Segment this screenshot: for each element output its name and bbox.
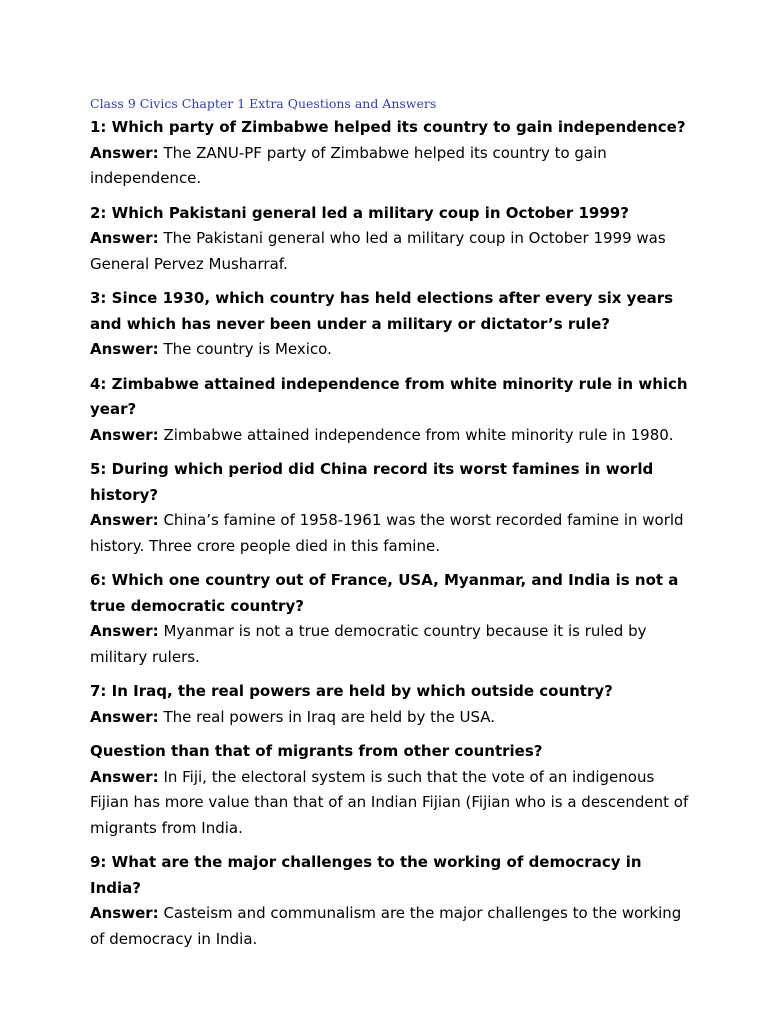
answer-paragraph: [90, 705, 690, 731]
qa-item-8: [90, 739, 690, 841]
answer-paragraph: [90, 423, 690, 449]
document-page: [90, 94, 690, 961]
qa-item-6: [90, 568, 690, 670]
answer-paragraph: [90, 765, 690, 842]
qa-item-3: [90, 286, 690, 363]
answer-label: Answer:: [90, 707, 159, 726]
answer-text: The country is Mexico.: [163, 340, 332, 358]
qa-item-2: [90, 201, 690, 278]
answer-label: Answer:: [90, 229, 159, 247]
answer-paragraph: [90, 226, 690, 277]
answer-text: Casteism and communalism are the major challenges to the working of democracy in India.: [90, 904, 682, 948]
answer-paragraph: [90, 619, 690, 670]
answer-text: Zimbabwe attained independence from white minority rule in 1980.: [163, 425, 674, 444]
answer-text: The ZANU-PF party of Zimbabwe helped its country to gain independence.: [90, 143, 607, 187]
document-title: Class 9 Civics Chapter 1 Extra Questions and Answers: [90, 96, 437, 111]
answer-text: The Pakistani general who led a military coup in October 1999 was General Pervez Musharraf.: [90, 229, 666, 273]
question-text: 7: In Iraq, the real powers are held by which outside country?: [90, 682, 613, 700]
answer-text: The real powers in Iraq are held by the USA.: [163, 707, 496, 726]
qa-item-1: [90, 115, 690, 192]
answer-label: Answer:: [90, 143, 159, 162]
answer-text: China’s famine of 1958-1961 was the worst recorded famine in world history. Three crore people died in this famine.: [90, 511, 684, 555]
qa-item-9: [90, 850, 690, 952]
qa-item-7: [90, 679, 690, 730]
answer-label: Answer:: [90, 622, 159, 640]
qa-item-5: [90, 457, 690, 559]
question-text: 3: Since 1930, which country has held elections after every six years and which has never been under a military or dictator’s rule?: [90, 289, 674, 333]
question-text: 5: During which period did China record its worst famines in world history?: [90, 460, 654, 504]
answer-text: In Fiji, the electoral system is such that the vote of an indigenous Fijian has more value than that of an Indian Fijian (Fijian who is a descendent of migrants from India.: [90, 767, 689, 837]
question-text: 6: Which one country out of France, USA, Myanmar, and India is not a true democratic country?: [90, 571, 679, 615]
answer-label: Answer:: [90, 340, 159, 358]
question-text: Question than that of migrants from other countries?: [90, 742, 543, 760]
answer-paragraph: [90, 508, 690, 559]
answer-label: Answer:: [90, 511, 159, 529]
answer-label: Answer:: [90, 767, 159, 786]
question-text: 9: What are the major challenges to the working of democracy in India?: [90, 853, 642, 897]
answer-label: Answer:: [90, 425, 159, 444]
answer-paragraph: [90, 901, 690, 952]
answer-paragraph: [90, 141, 690, 192]
question-text: 1: Which party of Zimbabwe helped its country to gain independence?: [90, 118, 686, 136]
question-text: 2: Which Pakistani general led a military coup in October 1999?: [90, 203, 629, 222]
answer-label: Answer:: [90, 904, 159, 922]
qa-item-4: [90, 372, 690, 449]
answer-paragraph: [90, 337, 690, 363]
answer-text: Myanmar is not a true democratic country because it is ruled by military rulers.: [90, 622, 647, 666]
question-text: 4: Zimbabwe attained independence from white minority rule in which year?: [90, 374, 688, 418]
